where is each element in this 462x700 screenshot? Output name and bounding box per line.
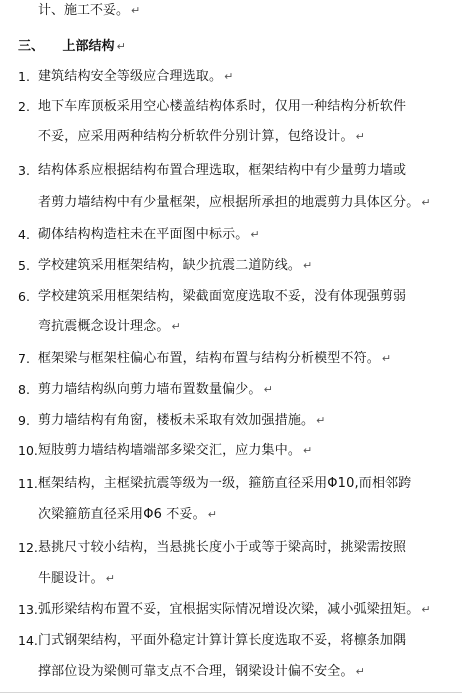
list-item-line: 弧形梁结构布置不妥，宜根据实际情况增设次梁，减小弧梁扭矩。 ↵ <box>38 602 431 617</box>
list-item-line: 框架梁与框架柱偏心布置，结构布置与结构分析模型不符。 ↵ <box>38 351 392 366</box>
list-item-line: 学校建筑采用框架结构，缺少抗震二道防线。 ↵ <box>38 258 313 273</box>
list-item-number: 6. <box>18 289 30 304</box>
list-item-line: 门式钢架结构，平面外稳定计算计算长度选取不妥，将檩条加隅 <box>38 633 407 648</box>
paragraph-mark-icon: ↵ <box>421 603 431 616</box>
paragraph-mark-icon: ↵ <box>263 383 273 396</box>
continued-text: 计、施工不妥。 <box>38 3 130 18</box>
paragraph-mark-icon: ↵ <box>224 70 234 83</box>
paragraph-mark-icon: ↵ <box>303 259 313 272</box>
list-item-line: 砌体结构构造柱未在平面图中标示。 ↵ <box>38 227 260 242</box>
list-item-line: 学校建筑采用框架结构，梁截面宽度选取不妥，没有体现强剪弱 <box>38 289 407 304</box>
list-item-line: 弯抗震概念设计理念。 ↵ <box>38 319 181 334</box>
list-item-number: 5. <box>18 258 30 273</box>
paragraph-mark-icon: ↵ <box>316 414 326 427</box>
list-item-number: 10. <box>18 443 38 458</box>
list-item-number: 12. <box>18 540 38 555</box>
paragraph-mark-icon: ↵ <box>131 4 141 17</box>
section-number: 三、 <box>18 39 45 54</box>
paragraph-mark-icon: ↵ <box>116 40 126 53</box>
paragraph-mark-icon: ↵ <box>303 444 313 457</box>
list-item-number: 9. <box>18 413 30 428</box>
paragraph-mark-icon: ↵ <box>421 196 431 209</box>
page-divider <box>0 692 462 693</box>
list-item-number: 14. <box>18 633 38 648</box>
list-item-line: 者剪力墙结构中有少量框架，应根据所承担的地震剪力具体区分。 ↵ <box>38 195 431 210</box>
list-item-line: 悬挑尺寸较小结构，当悬挑长度小于或等于梁高时，挑梁需按照 <box>38 540 407 555</box>
list-item-line: 次梁箍筋直径采用Φ6 不妥。 ↵ <box>38 507 218 522</box>
list-item-number: 11. <box>18 476 38 491</box>
list-item-line: 牛腿设计。 ↵ <box>38 571 116 586</box>
list-item-number: 13. <box>18 602 38 617</box>
list-item-number: 4. <box>18 227 30 242</box>
list-item-number: 7. <box>18 351 30 366</box>
section-title: 上部结构 <box>62 39 115 54</box>
text-line-continuation <box>38 3 140 19</box>
list-item-line: 剪力墙结构有角窗，楼板未采取有效加强措施。 ↵ <box>38 413 326 428</box>
paragraph-mark-icon: ↵ <box>355 665 365 678</box>
paragraph-mark-icon: ↵ <box>171 320 181 333</box>
list-item-number: 3. <box>18 163 30 178</box>
paragraph-mark-icon: ↵ <box>381 352 392 365</box>
paragraph-mark-icon: ↵ <box>105 572 116 585</box>
list-item-line: 短肢剪力墙结构墙端部多梁交汇，应力集中。 ↵ <box>38 443 313 458</box>
list-item-number: 2. <box>18 99 30 114</box>
list-item-line: 撑部位设为梁侧可靠支点不合理，钢梁设计偏不安全。 ↵ <box>38 664 365 679</box>
list-item-line: 结构体系应根据结构布置合理选取，框架结构中有少量剪力墙或 <box>38 163 407 178</box>
list-item-line: 不妥，应采用两种结构分析软件分别计算，包络设计。 ↵ <box>38 129 365 144</box>
list-item-line: 建筑结构安全等级应合理选取。 ↵ <box>38 69 234 84</box>
list-item-line: 框架结构，主框梁抗震等级为一级，箍筋直径采用Φ10,而相邻跨 <box>38 476 412 491</box>
section-heading <box>18 39 126 55</box>
paragraph-mark-icon: ↵ <box>207 508 218 521</box>
paragraph-mark-icon: ↵ <box>355 130 365 143</box>
list-item-number: 8. <box>18 382 30 397</box>
list-item-line: 剪力墙结构纵向剪力墙布置数量偏少。 ↵ <box>38 382 273 397</box>
list-item-number: 1. <box>18 69 30 84</box>
list-item-line: 地下车库顶板采用空心楼盖结构体系时，仅用一种结构分析软件 <box>38 99 407 114</box>
paragraph-mark-icon: ↵ <box>250 228 260 241</box>
